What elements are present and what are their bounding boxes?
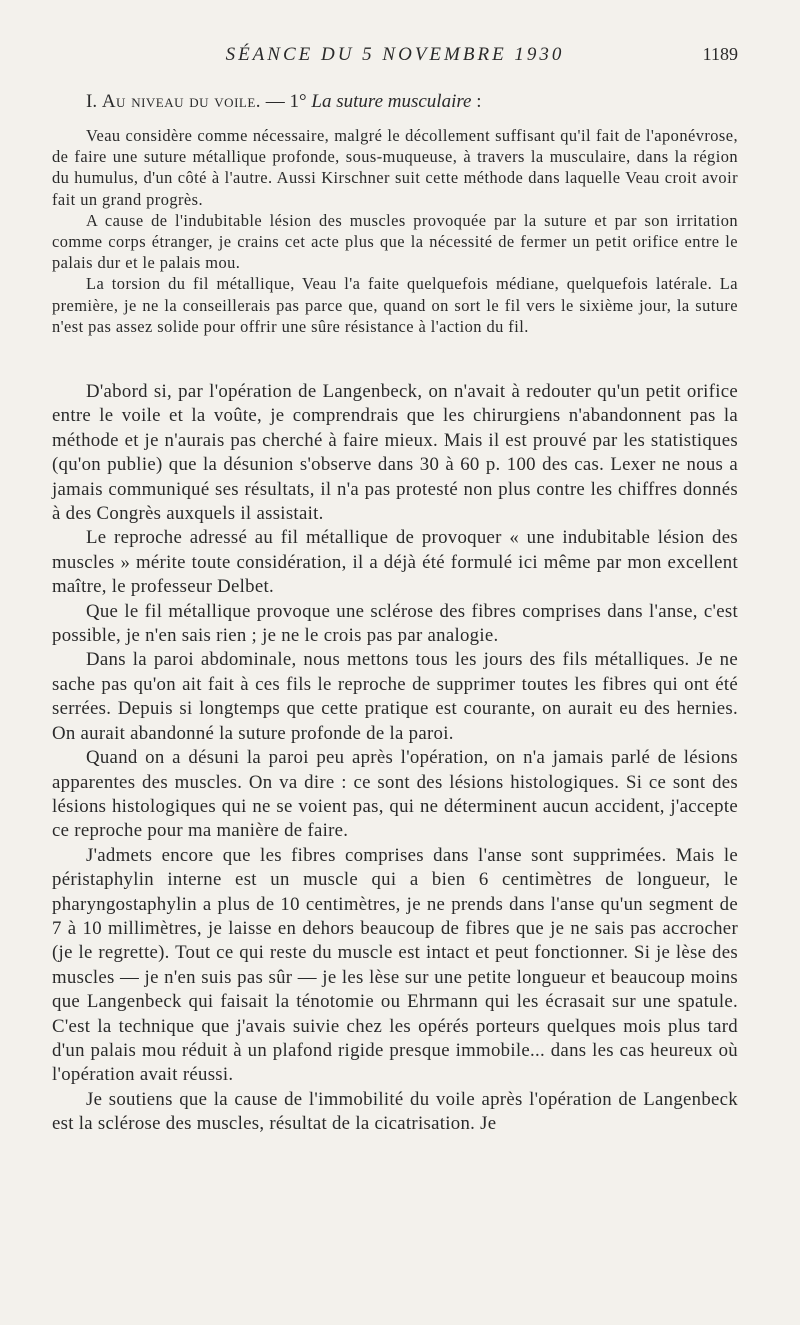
small-paragraph: Veau considère comme nécessaire, malgré le décollement suffisant qu'il fait de l'aponévrose, de faire une suture métallique profonde, sous-muqueuse, à travers la musculaire, dans la région du humulus, d'un côté à l'autre. Aussi Kirschner suit cette méthode dans laquelle Veau croit avoir fait un grand progrès. (52, 126, 738, 209)
section-prefix: I. (86, 91, 102, 112)
section-suffix: : (471, 91, 482, 112)
running-title: SÉANCE DU 5 NOVEMBRE 1930 (225, 44, 565, 65)
body-text (52, 380, 738, 1137)
body-paragraph: D'abord si, par l'opération de Langenbeck, on n'avait à redouter qu'un petit orifice entre le voile et la voûte, je comprendrais que les chirurgiens n'abandonnent pas la méthode et je n'aurais pas cherché à faire mieux. Mais il est prouvé par les statistiques (qu'on publie) que la désunion s'observe dans 30 à 60 p. 100 des cas. Lexer ne nous a jamais communiqué ses résultats, il n'a pas protesté non plus contre les chiffres donnés à des Congrès auxquels il assistait. (52, 381, 738, 525)
body-paragraph: Le reproche adressé au fil métallique de provoquer « une indubitable lésion des muscles » mérite toute considération, il a déjà été formulé ici même par mon excellent maître, le professeur Delbet. (52, 527, 738, 598)
section-title: La suture musculaire (311, 91, 472, 112)
small-paragraph: La torsion du fil métallique, Veau l'a faite quelquefois médiane, quelquefois latérale. La première, je ne la conseillerais pas parce que, quand on sort le fil vers le sixième jour, la suture n'est pas assez solide pour offrir une sûre résistance à l'action du fil. (52, 274, 738, 336)
running-header (52, 44, 738, 70)
body-paragraph: Quand on a désuni la paroi peu après l'opération, on n'a jamais parlé de lésions apparentes des muscles. On va dire : ce sont des lésions histologiques. Si ce sont des lésions histologiques qui ne se voient pas, qui ne déterminent aucun accident, j'accepte ce reproche pour ma manière de faire. (52, 747, 738, 842)
body-paragraph: Je soutiens que la cause de l'immobilité du voile après l'opération de Langenbeck est la sclérose des muscles, résultat de la cicatrisation. Je (52, 1088, 738, 1135)
page-number: 1189 (702, 44, 738, 64)
section-heading (86, 90, 738, 114)
section-smallcaps: Au niveau du voile. (101, 91, 262, 112)
body-paragraph: Que le fil métallique provoque une sclérose des fibres comprises dans l'anse, c'est possible, je n'en sais rien ; je ne le crois pas par analogie. (52, 600, 738, 647)
body-paragraph: J'admets encore que les fibres comprises dans l'anse sont supprimées. Mais le péristaphylin interne est un muscle qui a bien 6 centimètres de longueur, le pharyngostaphylin a plus de 10 centimètres, je ne prends dans l'anse qu'un segment de 7 à 10 millimètres, je laisse en dehors beaucoup de fibres que je ne sais pas accrocher (je le regrette). Tout ce qui reste du muscle est intact et peut fonctionner. Si je lèse des muscles — je n'en suis pas sûr — je les lèse sur une petite longueur et beaucoup moins que Langenbeck qui faisait la ténotomie ou Ehrmann qui les écrasait sur une spatule. C'est la technique que j'avais suivie chez les opérés porteurs quelques mois plus tard d'un palais mou réduit à un plafond rigide presque immobile... dans les cas heureux où l'opération avait réussi. (52, 844, 738, 1086)
body-paragraph: Dans la paroi abdominale, nous mettons tous les jours des fils métalliques. Je ne sache pas qu'on ait fait à ces fils le reproche de supprimer toutes les fibres qui ont été serrées. Depuis si longtemps que cette pratique est courante, on aurait eu des hernies. On aurait abandonné la suture profonde de la paroi. (52, 649, 738, 744)
small-paragraph: A cause de l'indubitable lésion des muscles provoquée par la suture et par son irritation comme corps étranger, je crains cet acte plus que la nécessité de fermer un petit orifice entre le palais dur et le palais mou. (52, 210, 738, 273)
section-dash: — 1° (261, 91, 312, 112)
quoted-block (52, 125, 738, 337)
